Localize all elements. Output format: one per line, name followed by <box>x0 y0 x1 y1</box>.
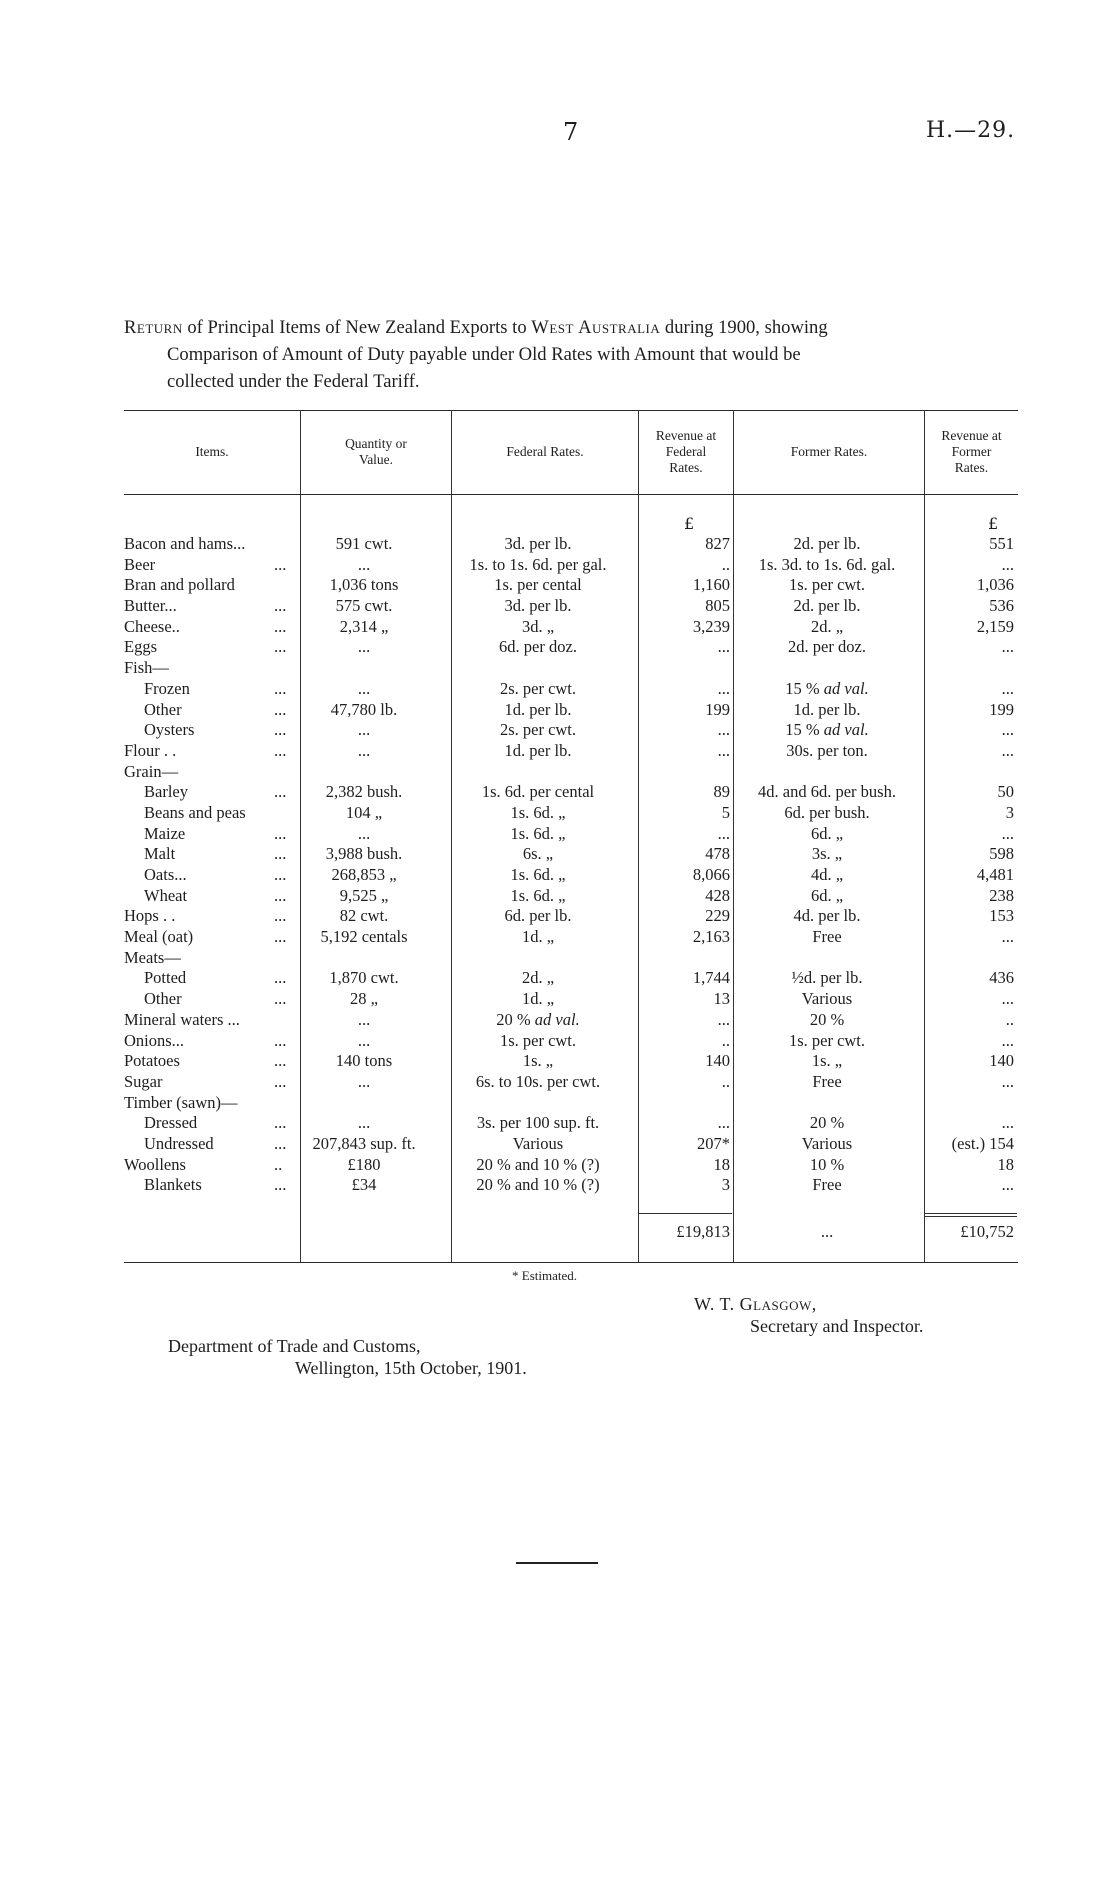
row-revenue-federal: 2,163 <box>692 927 730 947</box>
header-bottom-rule <box>124 494 1018 495</box>
row-quantity: 268,853 „ <box>331 865 397 884</box>
currency-federal: £ <box>684 514 695 533</box>
table-row <box>124 637 1018 658</box>
table-row <box>124 658 1018 679</box>
row-leader-dots: ... <box>274 989 287 1009</box>
row-federal-rate: 1s. 6d. „ <box>510 823 566 843</box>
row-federal-rate: 1d. per lb. <box>504 699 572 719</box>
row-item: Beans and peas <box>144 802 246 822</box>
row-former-rate: 1s. 3d. to 1s. 6d. gal. <box>758 554 896 574</box>
table-row <box>124 1093 1018 1114</box>
row-item: Undressed <box>144 1133 214 1153</box>
row-item: Eggs <box>124 637 157 657</box>
table-row <box>124 555 1018 576</box>
row-revenue-federal: 18 <box>713 1154 730 1174</box>
row-leader-dots: ... <box>274 740 287 760</box>
row-item: Barley <box>144 782 188 802</box>
row-leader-dots: ... <box>274 844 287 864</box>
row-former-rate: Free <box>812 1175 842 1195</box>
row-revenue-federal: 1,160 <box>692 575 730 595</box>
row-quantity: 28 „ <box>350 989 378 1009</box>
row-item: Bacon and hams... <box>124 534 246 553</box>
row-item: Woollens <box>124 1154 186 1174</box>
table-row <box>124 1051 1018 1072</box>
table-row <box>124 679 1018 700</box>
row-revenue-federal: 827 <box>705 534 730 553</box>
row-federal-rate: 1s. 6d. „ <box>510 885 566 905</box>
header-quantity: Quantity or Value. <box>345 436 407 467</box>
row-item: Potatoes <box>124 1051 180 1071</box>
row-quantity: 5,192 centals <box>320 927 408 947</box>
row-federal-rate: 6s. „ <box>522 844 554 864</box>
row-item: Beer <box>124 554 156 574</box>
row-revenue-former: (est.) 154 <box>951 1133 1014 1153</box>
table-row <box>124 720 1018 741</box>
row-revenue-former: .. <box>1005 1009 1014 1029</box>
row-revenue-former: ... <box>1001 554 1014 574</box>
row-item: Dressed <box>144 1113 198 1133</box>
table-row <box>124 1113 1018 1134</box>
row-item: Malt <box>144 844 176 864</box>
row-item: Butter... <box>124 596 177 616</box>
department-line-2: Wellington, 15th October, 1901. <box>295 1358 527 1378</box>
header-revenue-federal: Revenue at Federal Rates. <box>655 428 717 475</box>
row-federal-rate: 3d. „ <box>521 616 555 636</box>
row-revenue-former: 153 <box>989 906 1014 926</box>
row-quantity: ... <box>357 720 371 740</box>
total-former-rate: ... <box>820 1222 834 1241</box>
row-leader-dots: ... <box>274 782 287 802</box>
row-federal-rate: Various <box>512 1133 564 1153</box>
row-revenue-federal: .. <box>721 1030 730 1050</box>
row-revenue-former: 50 <box>997 782 1014 802</box>
row-revenue-federal: .. <box>721 554 730 574</box>
row-item: Potted <box>144 968 187 988</box>
row-quantity: £34 <box>351 1175 377 1195</box>
row-former-rate: 6d. „ <box>810 823 844 843</box>
row-revenue-federal: ... <box>717 678 730 698</box>
table-row <box>124 617 1018 638</box>
caption-line-1 <box>124 314 1014 341</box>
table-row <box>124 865 1018 886</box>
row-federal-rate: 1d. „ <box>521 927 555 947</box>
signatory-name: W. T. Glasgow, <box>694 1294 817 1314</box>
caption-text-1a: of Principal Items of New Zealand Exports to <box>182 317 532 338</box>
row-former-rate: Free <box>812 1071 842 1091</box>
row-item: Hops . . <box>124 906 176 926</box>
row-federal-rate: 20 % ad val. <box>496 1009 580 1029</box>
row-federal-rate: 1d. per lb. <box>504 740 572 760</box>
row-revenue-former: 2,159 <box>976 616 1014 636</box>
row-former-rate: 15 % ad val. <box>785 678 869 698</box>
table-row <box>124 968 1018 989</box>
row-former-rate: Various <box>801 989 853 1009</box>
row-quantity: 1,870 cwt. <box>329 968 399 988</box>
row-quantity: ... <box>357 1113 371 1133</box>
row-federal-rate: 2s. per cwt. <box>499 678 577 698</box>
row-quantity: 2,314 „ <box>339 616 389 636</box>
row-revenue-federal: ... <box>717 823 730 843</box>
row-former-rate: 1s. „ <box>811 1051 843 1071</box>
row-leader-dots: ... <box>274 637 287 657</box>
row-item: Onions... <box>124 1030 185 1050</box>
table-row <box>124 1134 1018 1155</box>
row-revenue-federal: 3,239 <box>692 616 730 636</box>
row-federal-rate: 1s. 6d. per cental <box>481 782 595 802</box>
currency-former: £ <box>988 514 999 533</box>
table-row <box>124 1155 1018 1176</box>
row-item: Oats... <box>144 865 187 884</box>
row-revenue-federal: 13 <box>713 989 730 1009</box>
row-revenue-federal: 3 <box>721 1175 730 1195</box>
row-former-rate: 10 % <box>809 1154 845 1174</box>
total-rule-federal <box>639 1213 732 1214</box>
table-row <box>124 927 1018 948</box>
row-quantity: ... <box>357 637 371 657</box>
row-item: Meats— <box>124 947 181 967</box>
table-body <box>124 534 1018 1196</box>
row-former-rate: 1s. per cwt. <box>788 575 866 595</box>
row-quantity: 1,036 tons <box>329 575 399 595</box>
row-federal-rate: 20 % and 10 % (?) <box>476 1175 600 1195</box>
row-revenue-federal: 1,744 <box>692 968 730 988</box>
table-row <box>124 803 1018 824</box>
signatory-title: Secretary and Inspector. <box>750 1316 924 1336</box>
row-quantity: ... <box>357 1009 371 1029</box>
row-leader-dots: ... <box>274 678 287 698</box>
row-leader-dots: .. <box>274 1154 283 1174</box>
row-leader-dots: ... <box>274 1113 287 1133</box>
row-former-rate: 30s. per ton. <box>786 740 868 760</box>
exports-table <box>124 410 1018 1264</box>
row-quantity: 9,525 „ <box>339 885 389 905</box>
row-revenue-federal: .. <box>721 1071 730 1091</box>
row-leader-dots: ... <box>274 927 287 947</box>
row-item: Cheese.. <box>124 616 180 636</box>
row-revenue-former: ... <box>1001 1175 1014 1195</box>
total-rule-former <box>925 1213 1017 1214</box>
row-item: Maize <box>144 823 186 843</box>
row-revenue-federal: 229 <box>705 906 730 926</box>
row-revenue-federal: 5 <box>721 802 730 822</box>
row-leader-dots: ... <box>274 865 287 884</box>
table-row <box>124 886 1018 907</box>
row-federal-rate: 1s. „ <box>522 1051 554 1071</box>
row-revenue-former: 140 <box>989 1051 1014 1071</box>
department-line-1: Department of Trade and Customs, <box>168 1336 421 1356</box>
row-quantity: ... <box>357 1030 371 1050</box>
row-former-rate: 1s. per cwt. <box>788 1030 866 1050</box>
row-quantity: 591 cwt. <box>335 534 393 553</box>
row-revenue-former: 4,481 <box>976 865 1014 884</box>
header-revenue-former: Revenue at Former Rates. <box>941 428 1002 475</box>
row-leader-dots: ... <box>274 596 287 616</box>
row-leader-dots: ... <box>274 906 287 926</box>
table-row <box>124 782 1018 803</box>
row-revenue-former: ... <box>1001 989 1014 1009</box>
row-revenue-federal: 89 <box>713 782 730 802</box>
row-revenue-former: 551 <box>989 534 1014 553</box>
row-item: Mineral waters ... <box>124 1009 240 1029</box>
row-revenue-former: ... <box>1001 1113 1014 1133</box>
row-revenue-federal: 428 <box>705 885 730 905</box>
page-number: 7 <box>563 118 579 146</box>
row-revenue-former: ... <box>1001 637 1014 657</box>
row-revenue-federal: 199 <box>705 699 730 719</box>
row-federal-rate: 6d. per doz. <box>499 637 577 657</box>
row-leader-dots: ... <box>274 823 287 843</box>
row-quantity: ... <box>357 1071 371 1091</box>
row-former-rate: 6d. per bush. <box>784 802 870 822</box>
totals-row <box>124 1220 1018 1244</box>
row-item: Bran and pollard <box>124 575 235 595</box>
row-federal-rate: 6s. to 10s. per cwt. <box>475 1071 601 1091</box>
row-former-rate: 3s. „ <box>811 844 843 864</box>
header-federal-rates: Federal Rates. <box>506 444 584 459</box>
row-revenue-federal: ... <box>717 1009 730 1029</box>
row-leader-dots: ... <box>274 1133 287 1153</box>
table-row <box>124 906 1018 927</box>
table-row <box>124 1175 1018 1196</box>
caption-line-3: collected under the Federal Tariff. <box>167 371 420 392</box>
row-revenue-former: ... <box>1001 720 1014 740</box>
total-former: £10,752 <box>960 1222 1014 1241</box>
row-revenue-former: ... <box>1001 1071 1014 1091</box>
row-quantity: ... <box>357 678 371 698</box>
row-revenue-former: ... <box>1001 1030 1014 1050</box>
row-federal-rate: 2d. „ <box>521 968 555 988</box>
row-former-rate: 2d. per lb. <box>793 534 861 553</box>
row-quantity: ... <box>357 740 371 760</box>
caption-line-2: Comparison of Amount of Duty payable under Old Rates with Amount that would be <box>167 344 801 365</box>
row-revenue-former: 199 <box>989 699 1014 719</box>
caption-lead: Return <box>124 317 183 338</box>
row-leader-dots: ... <box>274 1175 287 1195</box>
row-quantity: £180 <box>347 1154 381 1174</box>
table-row <box>124 596 1018 617</box>
table-row <box>124 741 1018 762</box>
footnote: * Estimated. <box>512 1268 577 1283</box>
table-row <box>124 575 1018 596</box>
row-revenue-former: ... <box>1001 678 1014 698</box>
row-item: Flour . . <box>124 740 177 760</box>
row-former-rate: 2d. per doz. <box>788 637 866 657</box>
row-leader-dots: ... <box>274 1071 287 1091</box>
row-federal-rate: 1s. to 1s. 6d. per gal. <box>469 554 607 574</box>
row-leader-dots: ... <box>274 885 287 905</box>
row-quantity: ... <box>357 554 371 574</box>
row-former-rate: 4d. „ <box>810 865 844 884</box>
row-item: Oysters <box>144 720 195 740</box>
row-quantity: 575 cwt. <box>335 596 393 616</box>
row-quantity: 47,780 lb. <box>330 699 398 719</box>
row-item: Blankets <box>144 1175 202 1195</box>
row-former-rate: 6d. „ <box>810 885 844 905</box>
row-item: Meal (oat) <box>124 927 194 947</box>
row-federal-rate: 3d. per lb. <box>504 596 572 616</box>
table-row <box>124 844 1018 865</box>
row-quantity: ... <box>357 823 371 843</box>
row-item: Other <box>144 989 182 1009</box>
row-federal-rate: 1d. „ <box>521 989 555 1009</box>
row-revenue-federal: ... <box>717 740 730 760</box>
row-quantity: 140 tons <box>335 1051 393 1071</box>
row-federal-rate: 1s. 6d. „ <box>510 802 566 822</box>
row-quantity: 82 cwt. <box>339 906 389 926</box>
header-items: Items. <box>195 444 229 459</box>
row-former-rate: 15 % ad val. <box>785 720 869 740</box>
table-row <box>124 989 1018 1010</box>
row-revenue-former: ... <box>1001 823 1014 843</box>
table-row <box>124 700 1018 721</box>
row-revenue-former: ... <box>1001 740 1014 760</box>
table-row <box>124 824 1018 845</box>
row-revenue-former: 3 <box>1005 802 1014 822</box>
row-leader-dots: ... <box>274 1051 287 1071</box>
row-revenue-former: 238 <box>989 885 1014 905</box>
total-rule-former-double <box>925 1216 1017 1217</box>
row-federal-rate: 1s. per cwt. <box>499 1030 577 1050</box>
table-row <box>124 534 1018 555</box>
table-row <box>124 1031 1018 1052</box>
row-item: Grain— <box>124 761 179 781</box>
row-quantity: 3,988 bush. <box>325 844 403 864</box>
row-revenue-former: 18 <box>997 1154 1014 1174</box>
table-bottom-rule <box>124 1262 1018 1263</box>
row-revenue-federal: 207* <box>697 1133 730 1153</box>
row-former-rate: 4d. and 6d. per bush. <box>758 782 896 802</box>
row-former-rate: 4d. per lb. <box>793 906 861 926</box>
row-federal-rate: 1s. per cental <box>494 575 582 595</box>
row-former-rate: 1d. per lb. <box>793 699 861 719</box>
row-item: Timber (sawn)— <box>124 1092 238 1112</box>
row-leader-dots: ... <box>274 968 287 988</box>
row-former-rate: 20 % <box>809 1009 845 1029</box>
row-former-rate: 2d. „ <box>810 616 844 636</box>
row-revenue-federal: 8,066 <box>692 865 730 884</box>
total-federal: £19,813 <box>676 1222 730 1241</box>
row-revenue-federal: 478 <box>705 844 730 864</box>
caption-text-1b: during 1900, showing <box>660 317 828 338</box>
row-revenue-federal: ... <box>717 720 730 740</box>
row-federal-rate: 3d. per lb. <box>504 534 572 553</box>
row-revenue-former: 598 <box>989 844 1014 864</box>
closing-rule <box>516 1562 598 1564</box>
table-row <box>124 762 1018 783</box>
row-federal-rate: 3s. per 100 sup. ft. <box>476 1113 600 1133</box>
table-row <box>124 948 1018 969</box>
table-caption <box>124 314 1014 395</box>
row-former-rate: Free <box>812 927 842 947</box>
row-former-rate: Various <box>801 1133 853 1153</box>
row-former-rate: 20 % <box>809 1113 845 1133</box>
row-former-rate: 2d. per lb. <box>793 596 861 616</box>
row-revenue-former: 1,036 <box>976 575 1014 595</box>
row-leader-dots: ... <box>274 616 287 636</box>
row-revenue-federal: ... <box>717 1113 730 1133</box>
row-federal-rate: 20 % and 10 % (?) <box>476 1154 600 1174</box>
document-reference: H.—29. <box>926 118 1016 143</box>
row-federal-rate: 6d. per lb. <box>504 906 572 926</box>
table-row <box>124 1072 1018 1093</box>
row-revenue-former: 436 <box>989 968 1014 988</box>
row-leader-dots: ... <box>274 720 287 740</box>
table-row <box>124 1010 1018 1031</box>
row-quantity: 207,843 sup. ft. <box>312 1133 416 1153</box>
row-item: Wheat <box>144 885 188 905</box>
row-federal-rate: 1s. 6d. „ <box>510 865 566 884</box>
row-item: Other <box>144 699 182 719</box>
caption-place: West Australia <box>531 317 661 338</box>
row-leader-dots: ... <box>274 1030 287 1050</box>
row-item: Fish— <box>124 658 169 678</box>
row-former-rate: ½d. per lb. <box>791 968 863 988</box>
row-leader-dots: ... <box>274 554 287 574</box>
header-former-rates: Former Rates. <box>790 444 868 459</box>
row-quantity: 104 „ <box>345 802 383 822</box>
row-leader-dots: ... <box>274 699 287 719</box>
row-federal-rate: 2s. per cwt. <box>499 720 577 740</box>
row-quantity: 2,382 bush. <box>325 782 403 802</box>
row-revenue-federal: 805 <box>705 596 730 616</box>
row-revenue-federal: 140 <box>705 1051 730 1071</box>
row-revenue-former: 536 <box>989 596 1014 616</box>
row-item: Frozen <box>144 678 190 698</box>
row-item: Sugar <box>124 1071 163 1091</box>
row-revenue-former: ... <box>1001 927 1014 947</box>
row-revenue-federal: ... <box>717 637 730 657</box>
